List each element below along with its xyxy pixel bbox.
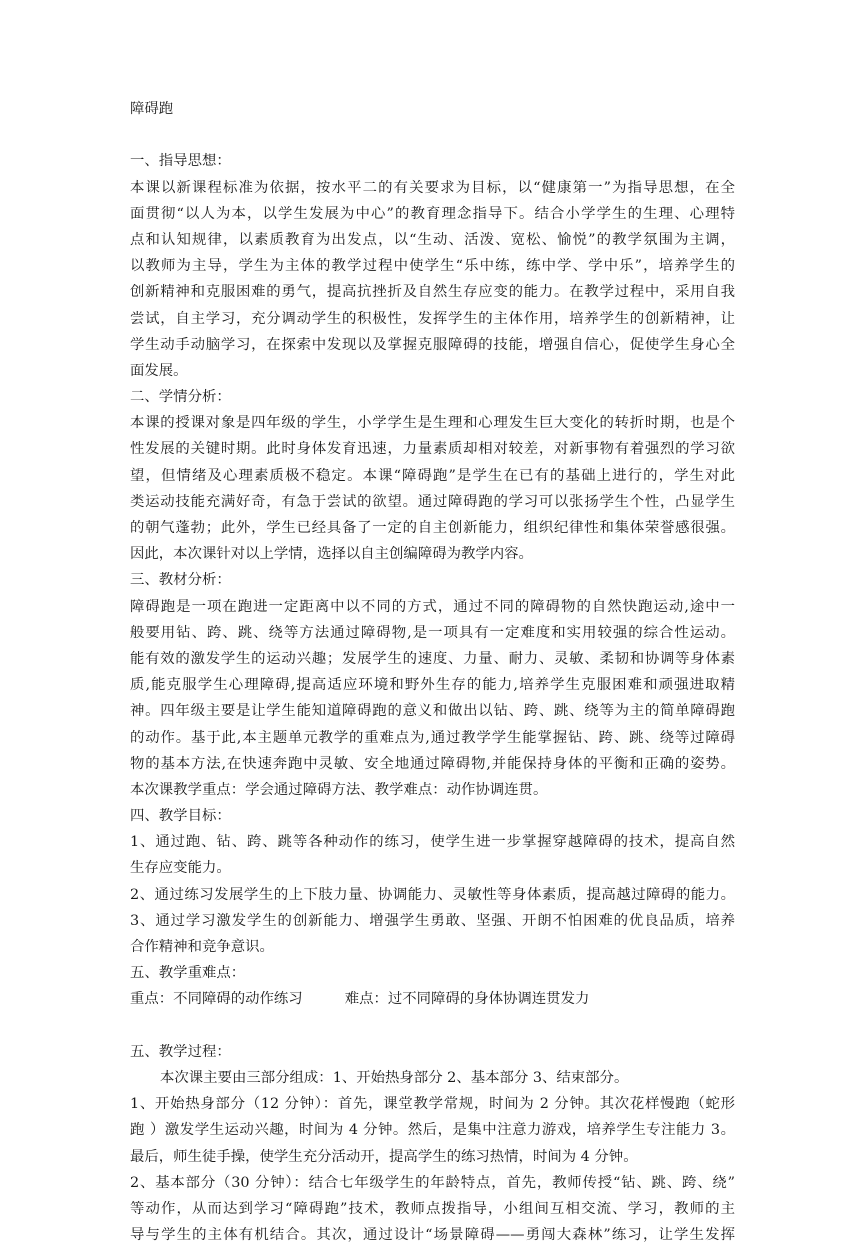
- paragraph-line: 本课以新课程标准为依据，按水平二的有关要求为目标，以“健康第一”为指导思想，在全: [130, 179, 735, 196]
- paragraph-line: 最后，师生徒手操，使学生充分活动开，提高学生的练习热情，时间为 4 分钟。: [130, 1148, 638, 1165]
- paragraph-line: 障碍跑是一项在跑进一定距离中以不同的方式，通过不同的障碍物的自然快跑运动,途中一: [130, 598, 735, 615]
- document-title: 障碍跑: [130, 101, 174, 117]
- paragraph-line: 因此，本次课针对以上学情，选择以自主创编障碍为教学内容。: [130, 546, 533, 563]
- paragraph-line: 般要用钻、跨、跳、绕等方法通过障碍物,是一项具有一定难度和实用较强的综合性运动。: [130, 624, 735, 641]
- paragraph-line: 面贯彻“以人为本，以学生发展为中心”的教育理念指导下。结合小学学生的生理、心理特: [130, 205, 735, 222]
- paragraph-line: 合作精神和竞争意识。: [130, 939, 274, 955]
- paragraph-line: 生存应变能力。: [130, 860, 231, 877]
- paragraph-line: 望，但情绪及心理素质极不稳定。本课“障碍跑”是学生在已有的基础上进行的，学生对此: [130, 467, 735, 484]
- paragraph-line: 跑 ）激发学生运动兴趣，时间为 4 分钟。然后，是集中注意力游戏，培养学生专注能力 3。: [130, 1122, 735, 1139]
- section-heading-teaching-process: 五、教学过程：: [130, 1043, 231, 1060]
- paragraph-line: 能有效的激发学生的运动兴趣；发展学生的速度、力量、耐力、灵敏、柔韧和协调等身体素: [130, 650, 735, 667]
- paragraph-line: 2、通过练习发展学生的上下肢力量、协调能力、灵敏性等身体素质，提高越过障碍的能力。: [130, 886, 735, 903]
- paragraph-line: 1、通过跑、钻、跨、跳等各种动作的练习，使学生进一步掌握穿越障碍的技术，提高自然: [130, 834, 735, 851]
- blank-line: [130, 122, 735, 148]
- paragraph-line: 面发展。: [130, 362, 188, 379]
- paragraph-line: 本次课教学重点：学会通过障碍方法、教学难点：动作协调连贯。: [130, 781, 548, 798]
- section-heading-material-analysis: 三、教材分析：: [130, 572, 231, 589]
- paragraph-line: 学生动手动脑学习，在探索中发现以及掌握克服障碍的技能，增强自信心，促使学生身心全: [130, 336, 735, 353]
- difficult-point: 难点：过不同障碍的身体协调连贯发力: [344, 991, 590, 1008]
- document-page: [130, 96, 735, 1248]
- paragraph-line: 本课的授课对象是四年级的学生，小学学生是生理和心理发生巨大变化的转折时期，也是个: [130, 415, 735, 432]
- key-difficult-points-line: [130, 986, 735, 1012]
- paragraph-line: 2、基本部分（30 分钟）：结合七年级学生的年龄特点，首先，教师传授“钻、跳、跨、绕”: [130, 1174, 735, 1191]
- paragraph-line: 质,能克服学生心理障碍,提高适应环境和野外生存的能力,培养学生克服困难和顽强进取精: [130, 677, 735, 694]
- paragraph-line: 点和认知规律，以素质教育为出发点，以“生动、活泼、宽松、愉悦”的教学氛围为主调，: [130, 231, 735, 248]
- paragraph-line: 导与学生的主体有机结合。其次，通过设计“场景障碍——勇闯大森林”练习，让学生发挥: [130, 1227, 735, 1244]
- paragraph-line: 的动作。基于此,本主题单元教学的重难点为,通过教学学生能掌握钻、跨、跳、绕等过障碍: [130, 729, 735, 746]
- paragraph-line: 创新精神和克服困难的勇气，提高抗挫折及自然生存应变的能力。在教学过程中，采用自我: [130, 284, 735, 301]
- paragraph-line: 以教师为主导，学生为主体的教学过程中使学生“乐中练，练中学、学中乐”，培养学生的: [130, 258, 735, 275]
- paragraph-line: 本次课主要由三部分组成：1、开始热身部分 2、基本部分 3、结束部分。: [160, 1069, 629, 1086]
- paragraph-line: 神。四年级主要是让学生能知道障碍跑的意义和做出以钻、跨、跳、绕等为主的简单障碍跑: [130, 703, 735, 720]
- paragraph-line: 物的基本方法,在快速奔跑中灵敏、安全地通过障碍物,并能保持身体的平衡和正确的姿势。: [130, 755, 735, 772]
- paragraph-line: 等动作，从而达到学习“障碍跑”技术，教师点拨指导，小组间互相交流、学习，教师的主: [130, 1200, 735, 1217]
- section-heading-learner-analysis: 二、学情分析：: [130, 389, 231, 406]
- paragraph-line: 性发展的关键时期。此时身体发育迅速，力量素质却相对较差，对新事物有着强烈的学习欲: [130, 441, 735, 458]
- paragraph-line: 3、通过学习激发学生的创新能力、增强学生勇敢、坚强、开朗不怕困难的优良品质，培养: [130, 912, 735, 929]
- paragraph-line: 1、开始热身部分（12 分钟）：首先，课堂教学常规，时间为 2 分钟。其次花样慢跑（蛇形: [130, 1096, 735, 1113]
- section-heading-teaching-goals: 四、教学目标：: [130, 808, 231, 825]
- section-heading-key-points: 五、教学重难点：: [130, 965, 246, 982]
- paragraph-line: 的朝气蓬勃；此外，学生已经具备了一定的自主创新能力，组织纪律性和集体荣誉感很强。: [130, 520, 735, 536]
- blank-line: [130, 1013, 735, 1039]
- section-heading-guiding-ideology: 一、指导思想：: [130, 153, 231, 170]
- paragraph-line: 尝试，自主学习，充分调动学生的积极性，发挥学生的主体作用，培养学生的创新精神，让: [130, 310, 735, 327]
- paragraph-line: 类运动技能充满好奇，有急于尝试的欲望。通过障碍跑的学习可以张扬学生个性，凸显学生: [130, 493, 735, 510]
- key-point: 重点：不同障碍的动作练习: [130, 991, 303, 1008]
